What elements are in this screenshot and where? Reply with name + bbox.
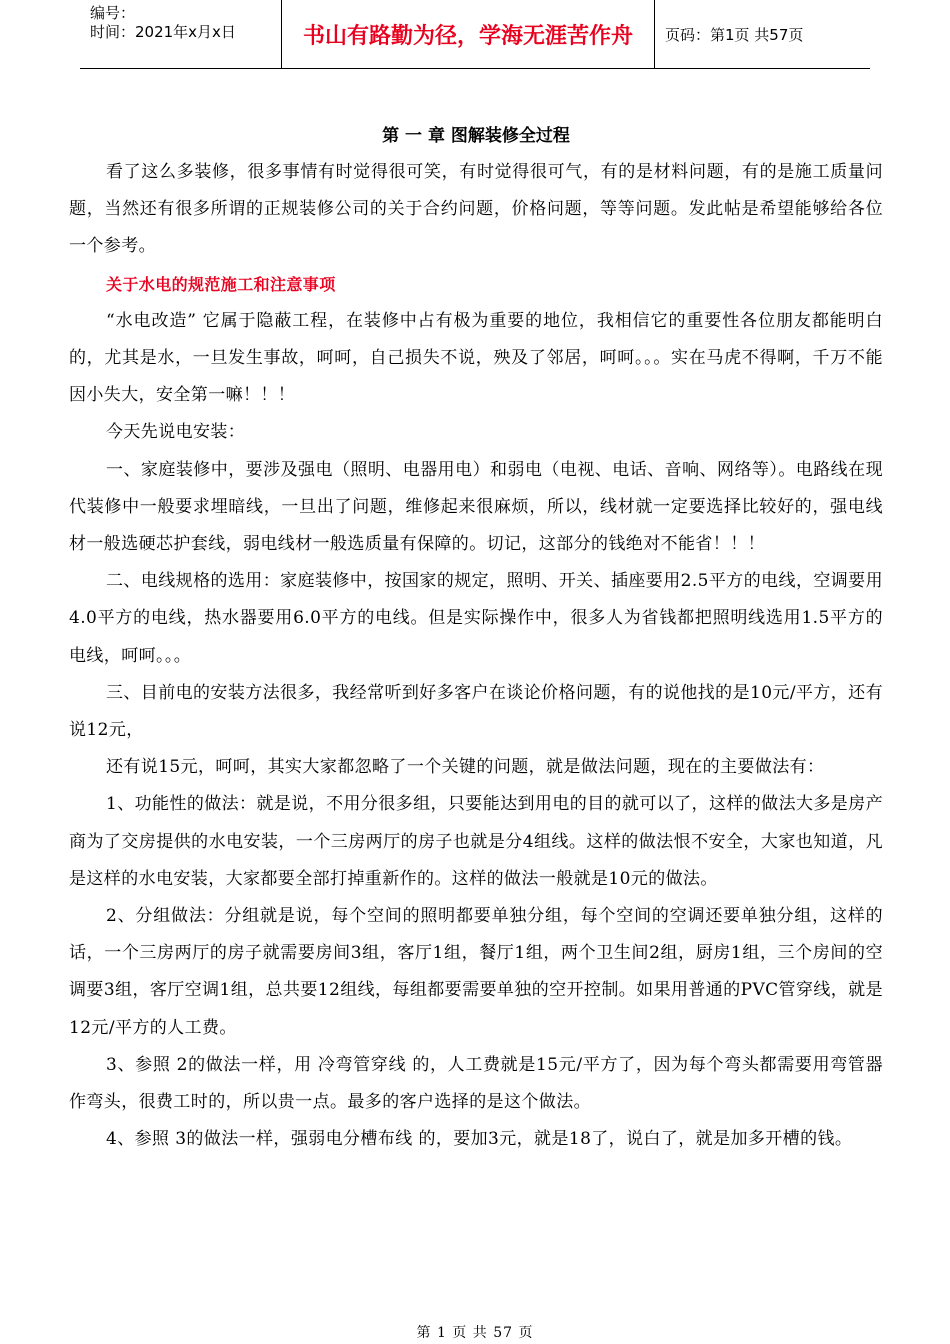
header-motto: 书山有路勤为径，学海无涯苦作舟 bbox=[282, 0, 655, 68]
page-header bbox=[80, 0, 870, 69]
body-paragraph: 一、家庭装修中，要涉及强电（照明、电器用电）和弱电（电视、电话、音响、网络等）。电路线在现代装修中一般要求埋暗线，一旦出了问题，维修起来很麻烦，所以，线材就一定要选择比较好的，强电线材一般选硬芯护套线，弱电线材一般选质量有保障的。切记，这部分的钱绝对不能省！！！ bbox=[69, 459, 883, 555]
body-paragraph: 还有说15元，呵呵，其实大家都忽略了一个关键的问题，就是做法问题，现在的主要做法有： bbox=[106, 757, 825, 778]
header-meta bbox=[80, 0, 282, 68]
body-paragraph: “水电改造” 它属于隐蔽工程，在装修中占有极为重要的地位，我相信它的重要性各位朋友都能明白的，尤其是水，一旦发生事故，呵呵，自己损失不说，殃及了邻居，呵呵。。。实在马虎不得啊，千万不能因小失大，安全第一嘛！！！ bbox=[69, 310, 883, 406]
body-paragraph: 4、参照 3的做法一样，强弱电分槽布线 的，要加3元，就是18了，说白了，就是加多开槽的钱。 bbox=[106, 1129, 853, 1150]
document-number-label: 编号： bbox=[90, 4, 136, 22]
body-paragraph: 今天先说电安装： bbox=[106, 422, 246, 443]
body-paragraph: 二、电线规格的选用：家庭装修中，按国家的规定，照明、开关、插座要用2.5平方的电线，空调要用4.0平方的电线，热水器要用6.0平方的电线。但是实际操作中，很多人为省钱都把照明线选用1.5平方的电线，呵呵。。。 bbox=[69, 571, 883, 666]
document-time: 时间：2021年x月x日 bbox=[90, 23, 236, 41]
body-paragraph: 三、目前电的安装方法很多，我经常听到好多客户在谈论价格问题，有的说他找的是10元/平方，还有说12元， bbox=[69, 682, 883, 741]
header-page-info: 页码：第1页 共57页 bbox=[665, 25, 804, 44]
chapter-title: 第 一 章 图解装修全过程 bbox=[382, 126, 570, 146]
intro-paragraph: 看了这么多装修，很多事情有时觉得很可笑，有时觉得很可气，有的是材料问题，有的是施工质量问题，当然还有很多所谓的正规装修公司的关于合约问题，价格问题，等等问题。发此帖是希望能够给各位一个参考。 bbox=[69, 162, 883, 257]
document-body bbox=[69, 118, 883, 1158]
section-heading: 关于水电的规范施工和注意事项 bbox=[106, 274, 336, 294]
body-paragraph: 3、参照 2的做法一样，用 冷弯管穿线 的，人工费就是15元/平方了，因为每个弯头都需要用弯管器作弯头，很费工时的，所以贵一点。最多的客户选择的是这个做法。 bbox=[69, 1054, 883, 1113]
page-footer: 第 1 页 共 57 页 bbox=[416, 1325, 534, 1341]
body-paragraph: 2、分组做法：分组就是说，每个空间的照明都要单独分组，每个空间的空调还要单独分组，这样的话，一个三房两厅的房子就需要房间3组，客厅1组，餐厅1组，两个卫生间2组，厨房1组，三个房间的空调要3组，客厅空调1组，总共要12组线，每组都要需要单独的空开控制。如果用普通的PVC管穿线，就是12元/平方的人工费。 bbox=[69, 906, 883, 1038]
body-paragraph: 1、功能性的做法：就是说，不用分很多组，只要能达到用电的目的就可以了，这样的做法大多是房产商为了交房提供的水电安装，一个三房两厅的房子也就是分4组线。这样的做法恨不安全，大家也知道，凡是这样的水电安装，大家都要全部打掉重新作的。这样的做法一般就是10元的做法。 bbox=[69, 794, 883, 889]
